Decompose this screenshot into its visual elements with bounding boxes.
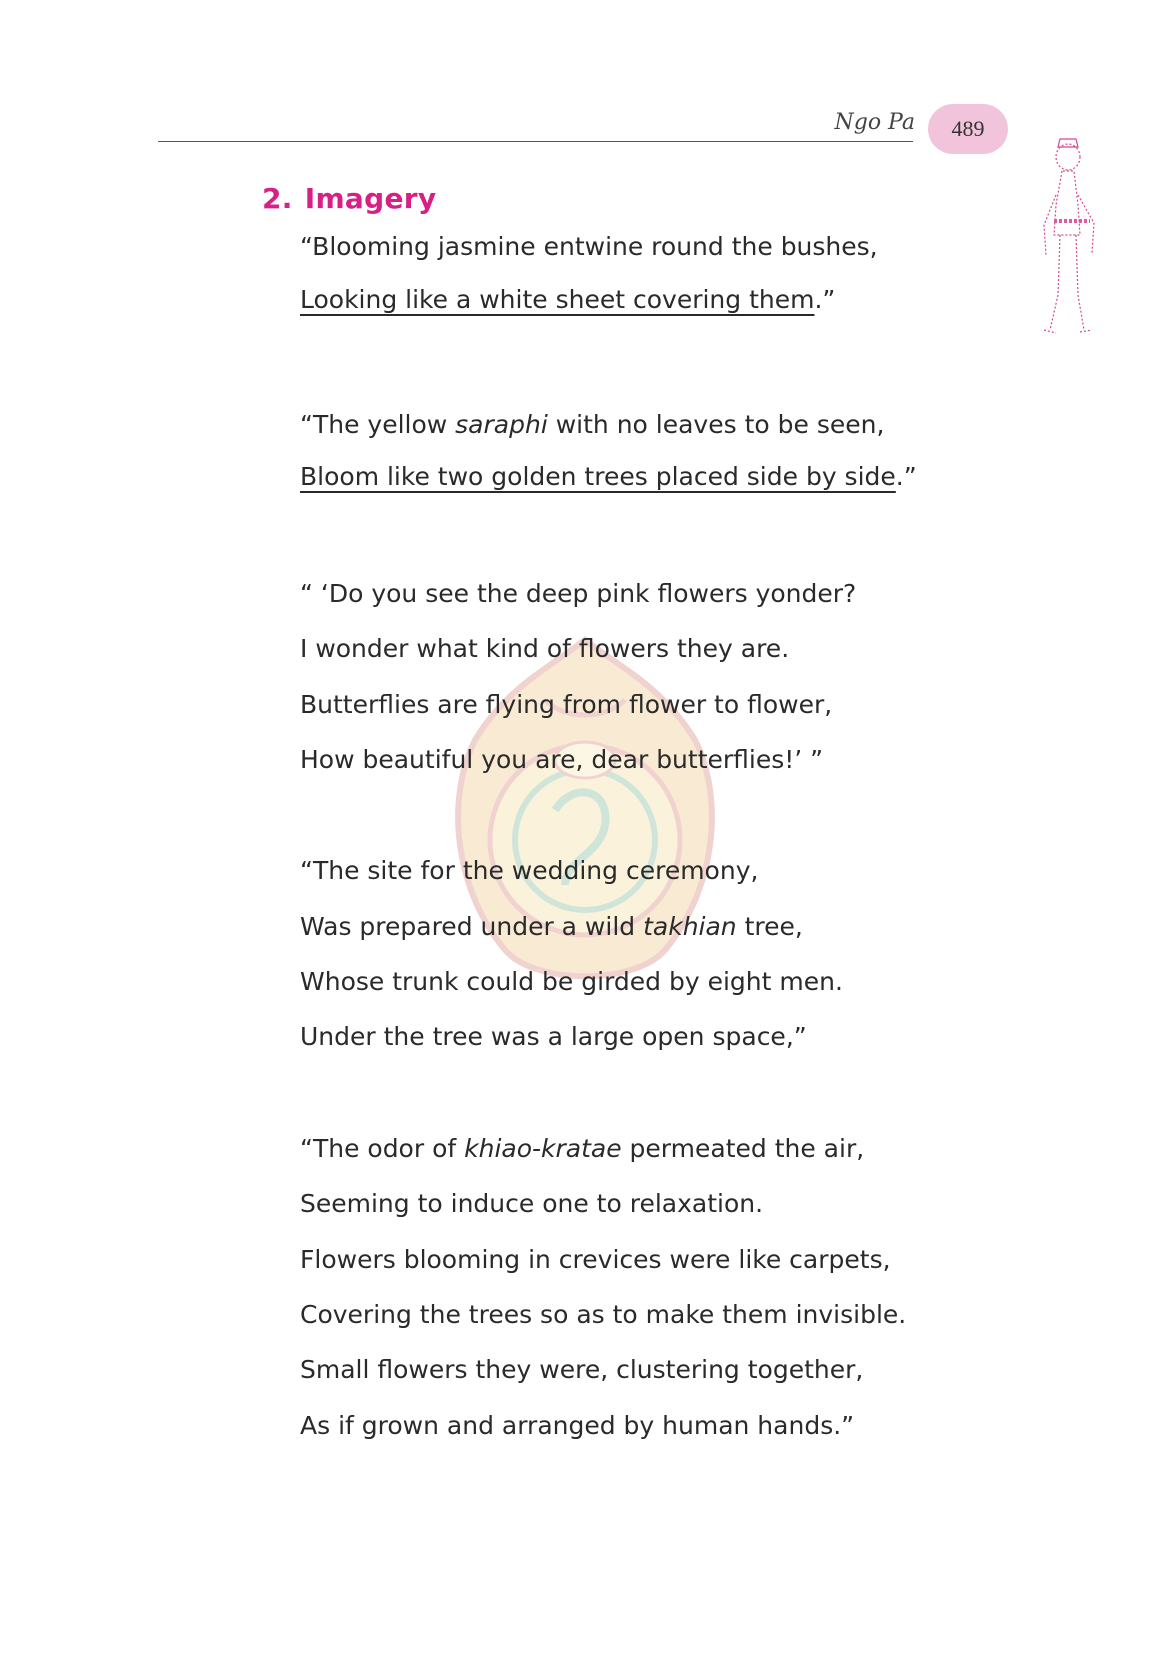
section-title: Imagery xyxy=(304,182,437,215)
poem-line: “ ‘Do you see the deep pink flowers yonder? xyxy=(300,579,857,608)
dancer-figure-illustration xyxy=(1040,135,1110,345)
header-rule xyxy=(158,141,913,142)
section-number: 2. xyxy=(262,182,293,215)
poem-line: Flowers blooming in crevices were like carpets, xyxy=(300,1245,891,1274)
poem-line: How beautiful you are, dear butterflies!’ ” xyxy=(300,745,824,774)
poem-line: “Blooming jasmine entwine round the bushes, xyxy=(300,232,878,261)
poem-line: “The yellow saraphi with no leaves to be seen, xyxy=(300,410,885,439)
poem-line: Small flowers they were, clustering together, xyxy=(300,1355,864,1384)
poem-line: Under the tree was a large open space,” xyxy=(300,1022,807,1051)
poem-line: Bloom like two golden trees placed side by side.” xyxy=(300,462,917,491)
poem-line: Was prepared under a wild takhian tree, xyxy=(300,912,803,941)
poem-line: As if grown and arranged by human hands.” xyxy=(300,1411,855,1440)
poem-line: I wonder what kind of flowers they are. xyxy=(300,634,790,663)
poem-line: Butterflies are flying from flower to flower, xyxy=(300,690,833,719)
seal-watermark xyxy=(435,630,735,1010)
poem-line: Seeming to induce one to relaxation. xyxy=(300,1189,764,1218)
poem-line: “The odor of khiao-kratae permeated the air, xyxy=(300,1134,865,1163)
page-number: 489 xyxy=(951,116,985,141)
poem-line: “The site for the wedding ceremony, xyxy=(300,856,759,885)
poem-line: Whose trunk could be girded by eight men. xyxy=(300,967,843,996)
section-heading xyxy=(262,182,436,215)
poem-line: Looking like a white sheet covering them.” xyxy=(300,285,836,314)
page-number-badge xyxy=(928,104,1008,154)
poem-line: Covering the trees so as to make them invisible. xyxy=(300,1300,907,1329)
running-head: Ngo Pa xyxy=(834,110,915,135)
